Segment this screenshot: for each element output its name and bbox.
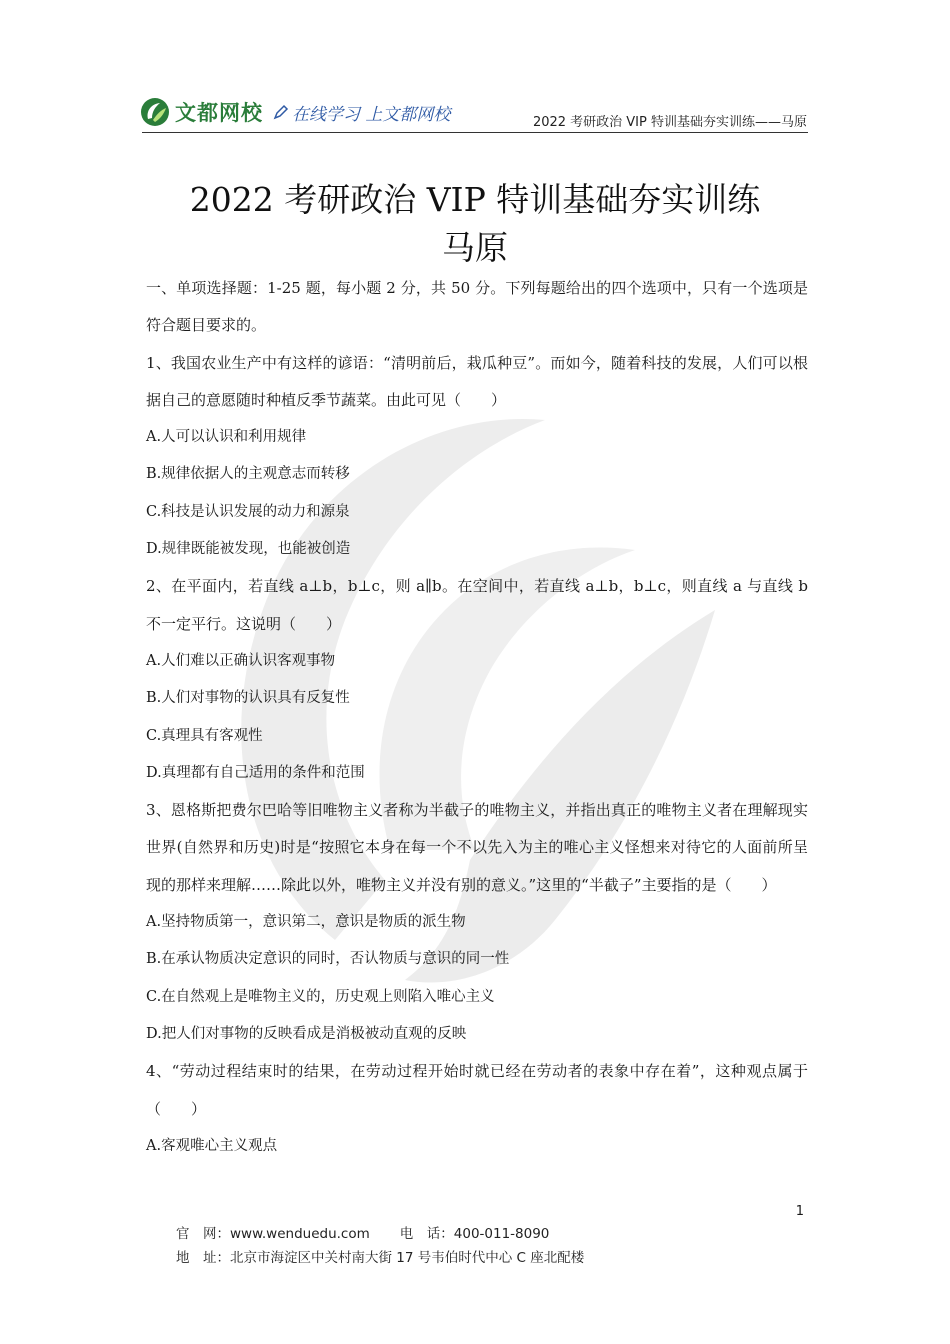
page-number: 1	[795, 1204, 804, 1219]
question-3-option-c: C.在自然观上是唯物主义的，历史观上则陷入唯心主义	[146, 988, 495, 1005]
question-3-option-d: D.把人们对事物的反映看成是消极被动直观的反映	[146, 1025, 467, 1042]
question-3-option-a: A.坚持物质第一，意识第二，意识是物质的派生物	[146, 914, 466, 931]
brand-slogan	[273, 100, 450, 125]
brand-logo[interactable]	[140, 94, 450, 130]
question-1-option-c: C.科技是认识发展的动力和源泉	[146, 503, 350, 520]
brand-leaf-icon	[140, 97, 170, 127]
brand-name: 文都网校	[175, 101, 263, 125]
page-header	[0, 0, 950, 140]
footer-phone: 电 话：400-011-8090	[399, 1226, 550, 1242]
question-2-stem: 2、在平面内，若直线 a⊥b，b⊥c，则 a∥b。在空间中，若直线 a⊥b，b⊥c，则直线 a 与直线 b 不一定平行。这说明（ ）	[146, 577, 808, 633]
brand-slogan-text: 在线学习 上文都网校	[292, 104, 451, 125]
question-1-stem: 1、我国农业生产中有这样的谚语：“清明前后，栽瓜种豆”。而如今，随着科技的发展，人们可以根据自己的意愿随时种植反季节蔬菜。由此可见（ ）	[146, 353, 808, 409]
question-4-option-a: A.客观唯心主义观点	[146, 1137, 278, 1154]
header-doc-title: 2022 考研政治 VIP 特训基础夯实训练——马原	[532, 115, 807, 130]
question-4-stem: 4、“劳动过程结束时的结果，在劳动过程开始时就已经在劳动者的表象中存在着”，这种观点属于（ ）	[146, 1062, 808, 1118]
question-1-option-b: B.规律依据人的主观意志而转移	[146, 466, 350, 483]
document-title: 2022 考研政治 VIP 特训基础夯实训练	[189, 180, 761, 219]
footer-address: 地 址：北京市海淀区中关村南大街 17 号韦伯时代中心 C 座北配楼	[176, 1250, 585, 1266]
section-intro: 一、单项选择题：1-25 题，每小题 2 分，共 50 分。下列每题给出的四个选项中，只有一个选项是符合题目要求的。	[146, 279, 808, 335]
question-2-option-a: A.人们难以正确认识客观事物	[146, 652, 336, 669]
question-2-option-c: C.真理具有客观性	[146, 727, 263, 744]
question-2-option-d: D.真理都有自己适用的条件和范围	[146, 764, 365, 781]
page-footer	[176, 1222, 584, 1270]
question-3-option-b: B.在承认物质决定意识的同时，否认物质与意识的同一性	[146, 951, 510, 968]
footer-contact-line	[176, 1222, 584, 1246]
question-1-option-d: D.规律既能被发现，也能被创造	[146, 541, 351, 558]
document-subtitle: 马原	[442, 228, 508, 267]
pencil-icon	[273, 104, 289, 120]
header-divider	[142, 132, 808, 133]
footer-website[interactable]: 官 网：www.wenduedu.com	[176, 1226, 370, 1242]
document-body	[146, 270, 808, 1165]
question-3-stem: 3、恩格斯把费尔巴哈等旧唯物主义者称为半截子的唯物主义，并指出真正的唯物主义者在理解现实世界(自然界和历史)时是“按照它本身在每一个不以先入为主的唯心主义怪想来对待它的人面前所呈现的那样来理解……除此以外，唯物主义并没有别的意义。”这里的“半截子”主要指的是（ ）	[146, 801, 808, 894]
question-2-option-b: B.人们对事物的认识具有反复性	[146, 690, 350, 707]
question-1-option-a: A.人可以认识和利用规律	[146, 429, 307, 446]
